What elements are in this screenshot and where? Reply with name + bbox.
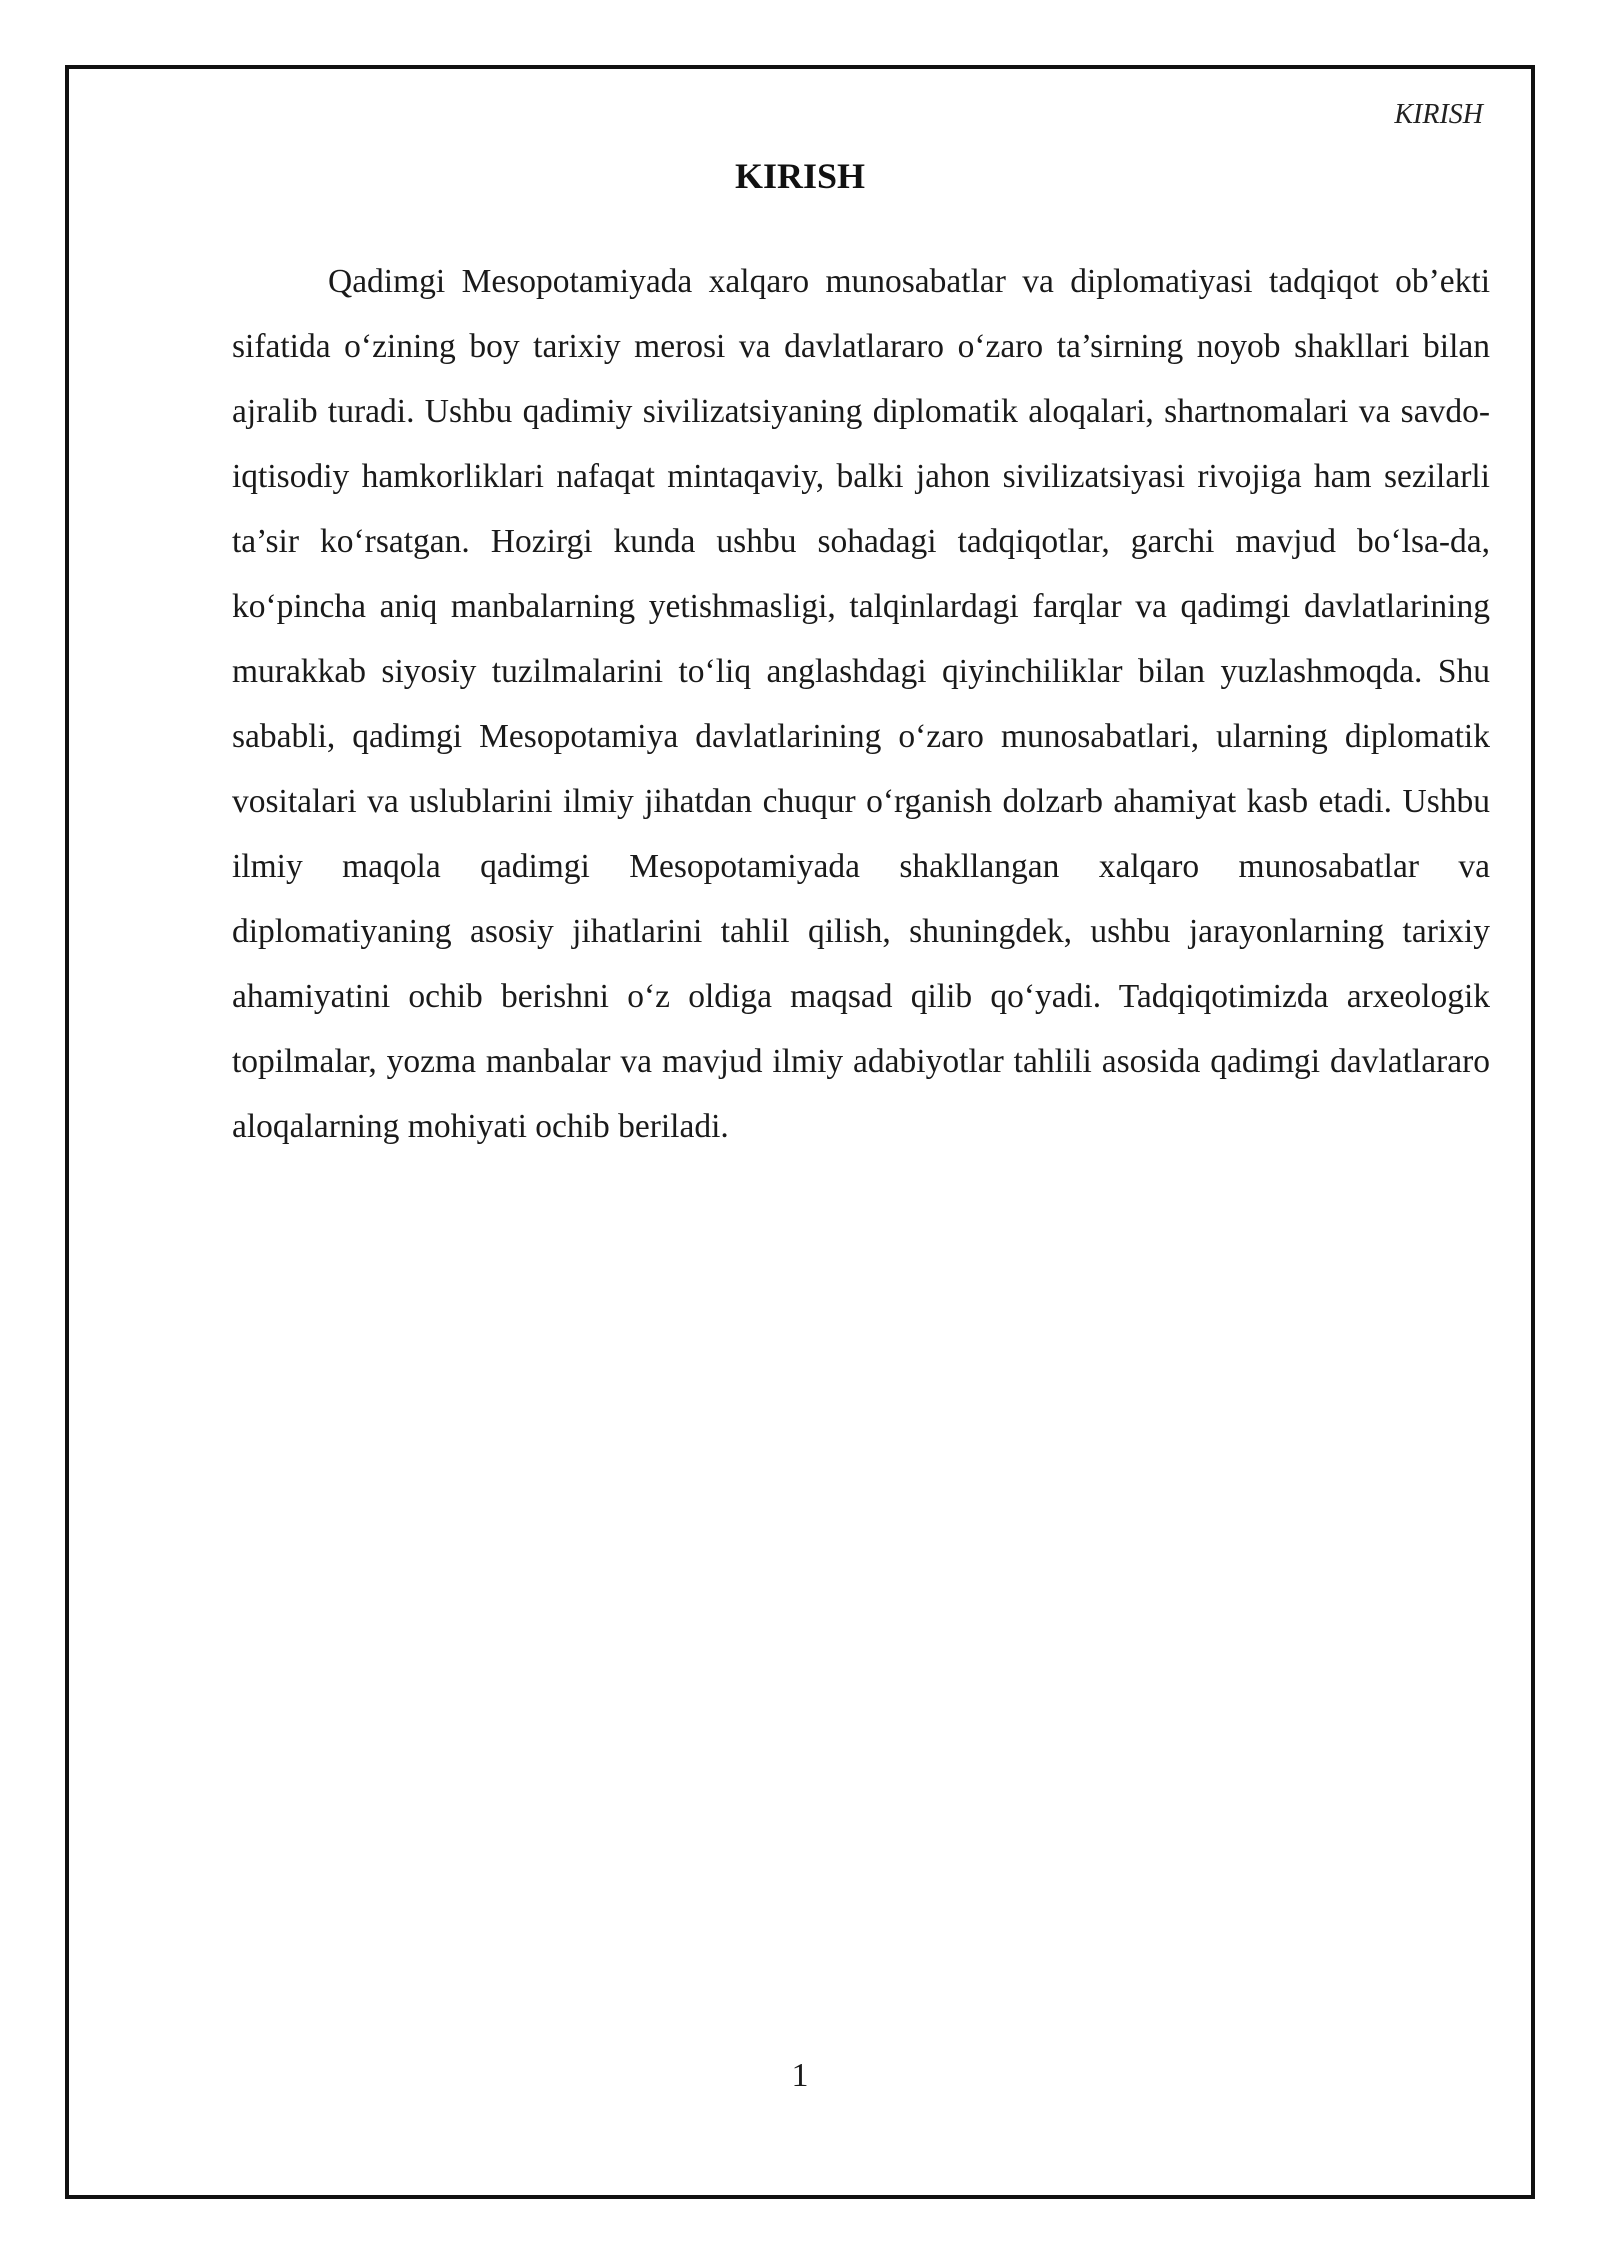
running-header: KIRISH <box>1394 99 1483 130</box>
intro-paragraph: Qadimgi Mesopotamiyada xalqaro munosabatlar va diplomatiyasi tadqiqot ob’ekti sifatida o‘zining boy tarixiy merosi va davlatlararo o‘zaro ta’sirning noyob shakllari bilan ajralib turadi. Ushbu qadimiy sivilizatsiyaning diplomatik aloqalari, shartnomalari va savdo-iqtisodiy hamkorliklari nafaqat mintaqaviy, balki jahon sivilizatsiyasi rivojiga ham sezilarli ta’sir ko‘rsatgan. Hozirgi kunda ushbu sohadagi tadqiqotlar, garchi mavjud bo‘lsa-da, ko‘pincha aniq manbalarning yetishmasligi, talqinlardagi farqlar va qadimgi davlatlarining murakkab siyosiy tuzilmalarini to‘liq anglashdagi qiyinchiliklar bilan yuzlashmoqda. Shu sababli, qadimgi Mesopotamiya davlatlarining o‘zaro munosabatlari, ularning diplomatik vositalari va uslublarini ilmiy jihatdan chuqur o‘rganish dolzarb ahamiyat kasb etadi. Ushbu ilmiy maqola qadimgi Mesopotamiyada shakllangan xalqaro munosabatlar va diplomatiyaning asosiy jihatlarini tahlil qilish, shuningdek, ushbu jarayonlarning tarixiy ahamiyatini ochib berishni o‘z oldiga maqsad qilib qo‘yadi. Tadqiqotimizda arxeologik topilmalar, yozma manbalar va mavjud ilmiy adabiyotlar tahlili asosida qadimgi davlatlararo aloqalarning mohiyati ochib beriladi. <box>232 263 1490 1145</box>
page-frame <box>65 65 1535 2199</box>
page-number: 1 <box>791 2057 809 2094</box>
section-title: KIRISH <box>734 156 866 196</box>
